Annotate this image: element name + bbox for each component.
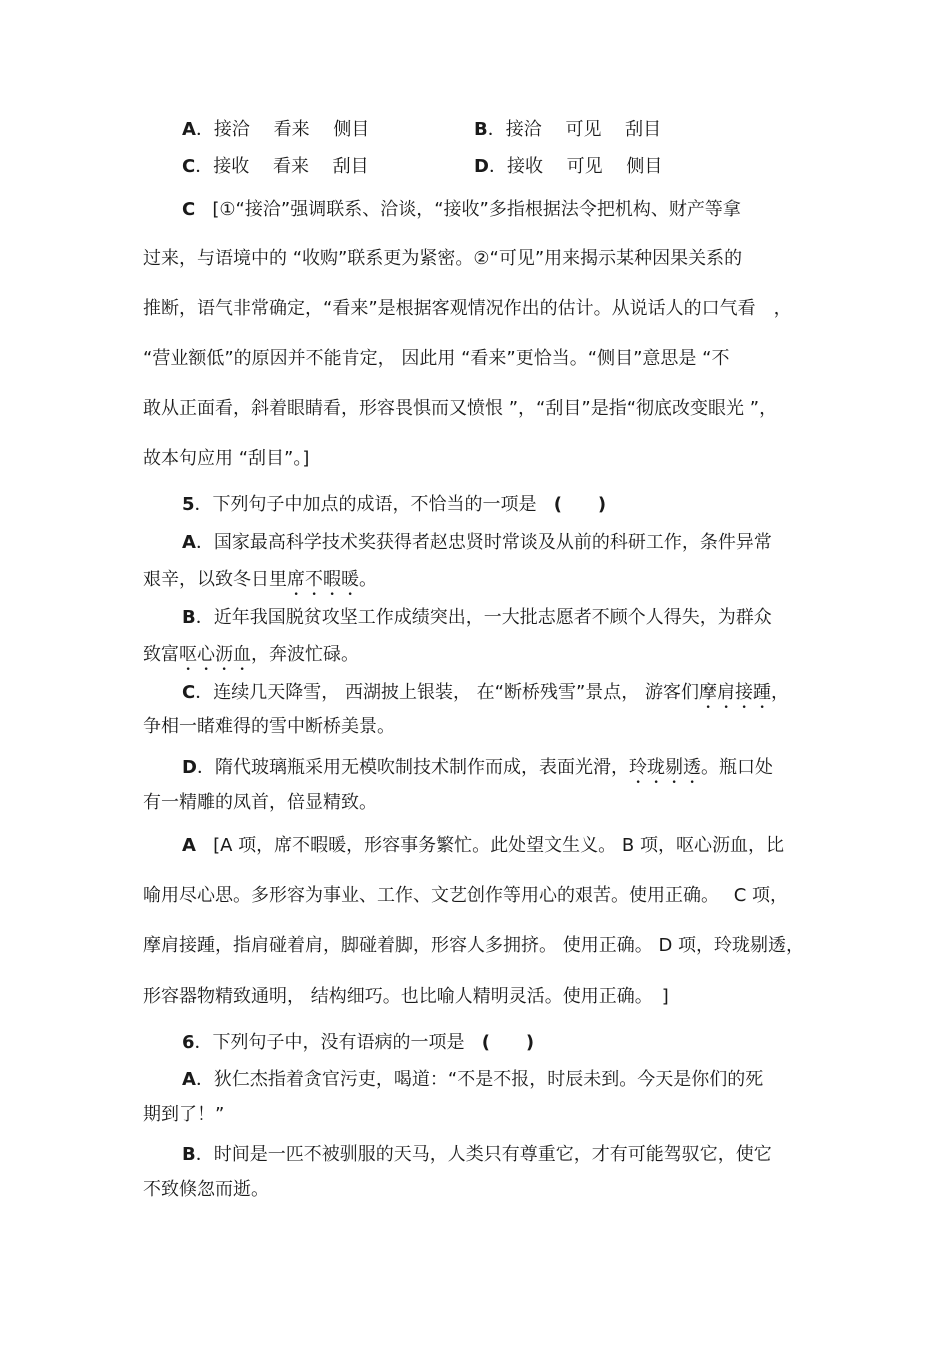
- q4-answer-line-2: 过来，与语境中的 “收购”联系更为紧密。②“可见”用来揭示某种因果关系的: [143, 248, 743, 269]
- option-text: ．接洽 看来 侧目: [195, 119, 370, 140]
- option-text: ．连续几天降雪， 西湖披上银装， 在“断桥残雪”景点， 游客们: [195, 682, 700, 703]
- q5-option-c-line-2: 争相一睹难得的雪中断桥美景。: [143, 716, 395, 737]
- option-text: ．近年我国脱贫攻坚工作成绩突出，一大批志愿者不顾个人得失，为群众: [195, 607, 772, 628]
- question-number: 5: [182, 494, 195, 515]
- option-label: B: [474, 119, 488, 140]
- explanation-text: [①“接洽”强调联系、洽谈，“接收”多指根据法令把机构、财产等拿: [212, 199, 741, 220]
- option-label: A: [182, 119, 196, 140]
- option-text: ．接收 看来 刮目: [195, 156, 369, 177]
- option-text: ，: [771, 682, 790, 703]
- q5-option-c-line-1: [182, 681, 789, 713]
- q5-answer-line-2: 喻用尽心思。多形容为事业、工作、文艺创作等用心的艰苦。使用正确。 C 项，: [143, 885, 789, 906]
- option-text: 。: [359, 569, 377, 590]
- option-label: B: [182, 607, 196, 628]
- answer-letter: A: [182, 835, 196, 856]
- q4-answer-line-3: 推断，语气非常确定，“看来”是根据客观情况作出的估计。从说话人的口气看 ，: [143, 298, 792, 319]
- option-label: B: [182, 1144, 196, 1165]
- q6-stem: [182, 1031, 534, 1055]
- answer-blank: ( ): [553, 494, 607, 515]
- q6-option-a-line-2: 期到了！”: [143, 1104, 225, 1125]
- question-text: ．下列句子中加点的成语，不恰当的一项是: [194, 494, 537, 515]
- explanation-text: [A 项，席不暇暖，形容事务繁忙。此处望文生义。 B 项，呕心沥血，比: [213, 835, 784, 856]
- q6-option-b-line-2: 不致倏忽而逝。: [143, 1179, 269, 1200]
- option-text: ．国家最高科学技术奖获得者赵忠贤时常谈及从前的科研工作，条件异常: [195, 532, 772, 553]
- q4-answer-line-1: [182, 198, 741, 222]
- dotted-idiom: 席不暇暖: [287, 569, 359, 590]
- option-label: C: [182, 682, 196, 703]
- q5-option-b-line-1: [182, 606, 772, 630]
- q5-option-d-line-2: 有一精雕的凤首，倍显精致。: [143, 792, 377, 813]
- dotted-idiom: 呕心沥血: [179, 644, 251, 665]
- question-text: ．下列句子中，没有语病的一项是: [194, 1032, 465, 1053]
- option-label: A: [182, 532, 196, 553]
- q4-answer-line-4: “营业额低”的原因并不能肯定， 因此用 “看来”更恰当。“侧目”意思是 “不: [143, 348, 730, 369]
- q5-answer-line-1: [182, 834, 784, 858]
- option-text: ．接收 可见 侧目: [488, 156, 663, 177]
- q4-option-c: [182, 155, 369, 179]
- option-text: ，奔波忙碌。: [251, 644, 359, 665]
- q4-option-a: [182, 118, 369, 142]
- q6-option-a-line-1: [182, 1068, 763, 1092]
- q4-answer-line-5: 敢从正面看，斜着眼睛看，形容畏惧而又愤恨 ”，“刮目”是指“彻底改变眼光 ”，: [143, 398, 778, 419]
- q6-option-b-line-1: [182, 1143, 772, 1167]
- q5-option-a-line-2: [143, 568, 377, 600]
- option-text: 。瓶口处: [700, 757, 773, 778]
- option-label: D: [474, 156, 489, 177]
- dotted-idiom: 玲珑剔透: [628, 757, 701, 778]
- q5-option-b-line-2: [143, 643, 359, 675]
- q5-answer-line-4: 形容器物精致通明， 结构细巧。也比喻人精明灵活。使用正确。 ]: [143, 986, 669, 1007]
- q5-option-d-line-1: [182, 756, 773, 788]
- option-text: ．接洽 可见 刮目: [487, 119, 662, 140]
- dotted-idiom: 摩肩接踵: [699, 682, 772, 703]
- q5-answer-line-3: 摩肩接踵，指肩碰着肩，脚碰着脚，形容人多拥挤。 使用正确。 D 项，玲珑剔透，: [143, 935, 805, 956]
- q5-stem: [182, 493, 606, 517]
- q4-answer-line-6: 故本句应用 “刮目”。]: [143, 448, 310, 469]
- option-text: ．狄仁杰指着贪官污吏，喝道：“不是不报，时辰未到。今天是你们的死: [195, 1069, 764, 1090]
- question-number: 6: [182, 1032, 195, 1053]
- q4-option-d: [474, 155, 662, 179]
- option-text: 艰辛，以致冬日里: [143, 569, 287, 590]
- option-text: ．隋代玻璃瓶采用无模吹制技术制作而成，表面光滑，: [196, 757, 629, 778]
- option-label: D: [182, 757, 197, 778]
- option-text: 致富: [143, 644, 179, 665]
- answer-blank: ( ): [481, 1032, 535, 1053]
- option-label: A: [182, 1069, 196, 1090]
- option-label: C: [182, 156, 196, 177]
- q5-option-a-line-1: [182, 531, 772, 555]
- answer-letter: C: [182, 199, 196, 220]
- q4-option-b: [474, 118, 661, 142]
- option-text: ．时间是一匹不被驯服的天马，人类只有尊重它，才有可能驾驭它，使它: [195, 1144, 772, 1165]
